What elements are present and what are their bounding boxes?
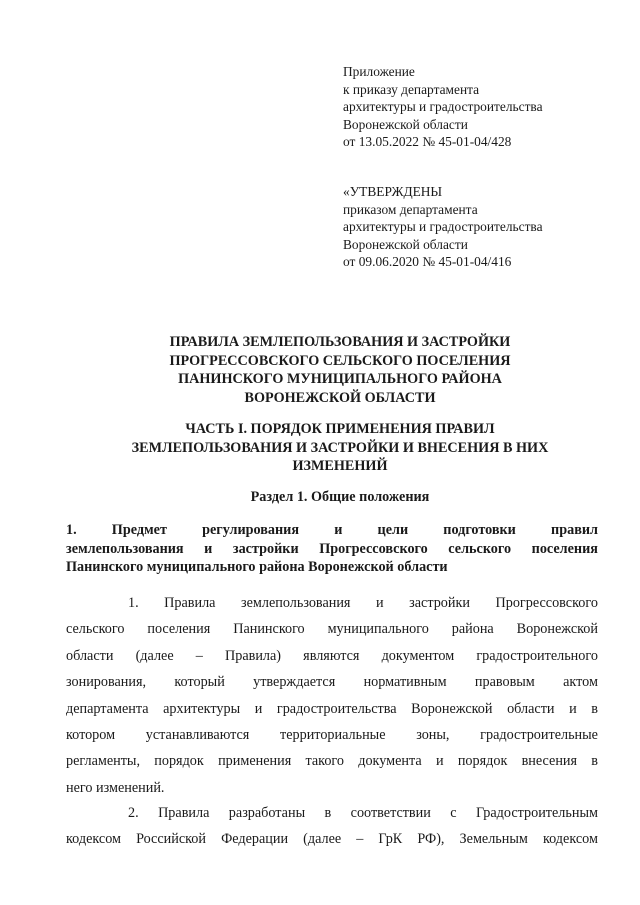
word: и <box>376 595 384 611</box>
paragraph-line <box>66 669 598 695</box>
appendix-line: к приказу департамента <box>343 81 480 97</box>
word: землепользования <box>66 540 184 557</box>
approval-line: от 09.06.2020 № 45-01-04/416 <box>343 254 512 270</box>
word: порядок <box>154 753 204 770</box>
word: в <box>591 753 598 770</box>
appendix-line: Приложение <box>343 64 415 79</box>
title-line: ПАНИНСКОГО МУНИЦИПАЛЬНОГО РАЙОНА <box>178 371 502 388</box>
word: цели <box>377 522 409 538</box>
paragraph-line <box>66 800 598 826</box>
subsection-line <box>66 521 598 540</box>
word: – <box>356 831 364 848</box>
word: разработаны <box>228 805 306 821</box>
word: Воронежской <box>516 621 598 638</box>
word: 2. <box>128 805 139 821</box>
word: землепользования <box>241 595 351 611</box>
word: в <box>591 700 598 717</box>
word: кодексом <box>66 831 122 848</box>
word: в <box>324 805 332 821</box>
part-heading-line: ИЗМЕНЕНИЙ <box>292 458 388 475</box>
appendix-line: Воронежской области <box>343 116 468 132</box>
paragraph-1 <box>66 590 598 801</box>
word: который <box>174 674 225 691</box>
approval-stamp <box>343 183 623 271</box>
word: градостроительства <box>276 700 397 717</box>
title-line: ПРОГРЕССОВСКОГО СЕЛЬСКОГО ПОСЕЛЕНИЯ <box>169 352 511 369</box>
word: котором <box>66 727 116 744</box>
word: Прогрессовского <box>495 595 598 611</box>
word: (далее <box>303 831 342 848</box>
word: Прогрессовского <box>319 540 428 557</box>
word: Воронежской <box>411 700 493 717</box>
word: РФ), <box>417 831 445 848</box>
word: устанавливаются <box>145 727 250 744</box>
word: правовым <box>474 674 535 691</box>
word: района <box>451 621 494 638</box>
word: Федерации <box>221 831 289 848</box>
word: и <box>254 700 263 717</box>
part-heading <box>80 420 600 476</box>
paragraph-line: него изменений. <box>66 779 165 796</box>
word: порядок <box>457 753 508 770</box>
word: градостроительные <box>480 727 598 744</box>
word: Правила) <box>225 647 282 664</box>
word: и <box>435 753 444 770</box>
paragraph-line <box>66 590 598 616</box>
word: – <box>195 647 203 664</box>
word: сельского <box>448 540 512 557</box>
title-line: ВОРОНЕЖСКОЙ ОБЛАСТИ <box>244 389 436 406</box>
word: департамента <box>66 700 149 717</box>
word: застройки <box>232 540 299 557</box>
approval-line: «УТВЕРЖДЕНЫ <box>343 184 443 199</box>
word: документом <box>381 647 455 664</box>
paragraph-line <box>66 643 598 669</box>
word: утверждается <box>253 674 336 691</box>
paragraph-line <box>66 616 598 642</box>
subsection-heading <box>66 521 598 577</box>
word: поселения <box>147 621 211 638</box>
word: Российской <box>136 831 206 848</box>
word: 1. <box>128 595 139 611</box>
word: Панинского <box>233 621 305 638</box>
appendix-stamp <box>343 63 623 151</box>
word: актом <box>563 674 598 691</box>
approval-line: Воронежской области <box>343 236 468 252</box>
word: муниципального <box>327 621 429 638</box>
word: области <box>66 647 114 664</box>
word: нормативным <box>363 674 447 691</box>
word: подготовки <box>443 522 516 538</box>
word: регулирования <box>202 522 300 538</box>
part-heading-line: ЧАСТЬ I. ПОРЯДОК ПРИМЕНЕНИЯ ПРАВИЛ <box>185 421 495 437</box>
paragraph-line <box>66 722 598 748</box>
word: внесения <box>521 753 578 770</box>
word: регламенты, <box>66 753 141 770</box>
word: области <box>507 700 555 717</box>
word: ГрК <box>378 831 403 848</box>
word: архитектуры <box>163 700 241 717</box>
subsection-line: Панинского муниципального района Воронежской области <box>66 559 448 576</box>
word: поселения <box>531 540 598 557</box>
appendix-line: архитектуры и градостроительства <box>343 99 543 115</box>
section-heading-text: Раздел 1. Общие положения <box>250 489 430 505</box>
paragraph-2 <box>66 800 598 853</box>
word: сельского <box>66 621 125 638</box>
word: зонирования, <box>66 674 147 691</box>
word: с <box>450 805 457 821</box>
subsection-line <box>66 540 598 559</box>
word: документа <box>358 753 422 770</box>
word: градостроительного <box>476 647 598 664</box>
paragraph-line <box>66 826 598 852</box>
word: Правила <box>164 595 216 611</box>
word: Градостроительным <box>475 805 598 821</box>
appendix-line: от 13.05.2022 № 45-01-04/428 <box>343 134 512 150</box>
word: и <box>334 522 343 538</box>
word: правил <box>551 522 598 538</box>
paragraph-line <box>66 696 598 722</box>
approval-line: приказом департамента <box>343 201 478 217</box>
word: и <box>204 540 213 557</box>
section-heading <box>80 488 600 507</box>
word: являются <box>303 647 360 664</box>
word: застройки <box>409 595 470 611</box>
title-line: ПРАВИЛА ЗЕМЛЕПОЛЬЗОВАНИЯ И ЗАСТРОЙКИ <box>169 334 511 350</box>
word: зоны, <box>416 727 450 744</box>
word: 1. <box>66 522 77 538</box>
paragraph-line <box>66 748 598 774</box>
word: такого <box>305 753 344 770</box>
word: Земельным <box>459 831 528 848</box>
part-heading-line: ЗЕМЛЕПОЛЬЗОВАНИЯ И ЗАСТРОЙКИ И ВНЕСЕНИЯ В НИХ <box>131 439 549 456</box>
document-title <box>80 333 600 407</box>
approval-line: архитектуры и градостроительства <box>343 219 543 235</box>
word: Правила <box>158 805 210 821</box>
word: Предмет <box>111 522 167 538</box>
word: территориальные <box>280 727 386 744</box>
word: кодексом <box>542 831 598 848</box>
word: (далее <box>135 647 174 664</box>
word: соответствии <box>350 805 431 821</box>
word: применения <box>218 753 292 770</box>
word: и <box>569 700 577 717</box>
